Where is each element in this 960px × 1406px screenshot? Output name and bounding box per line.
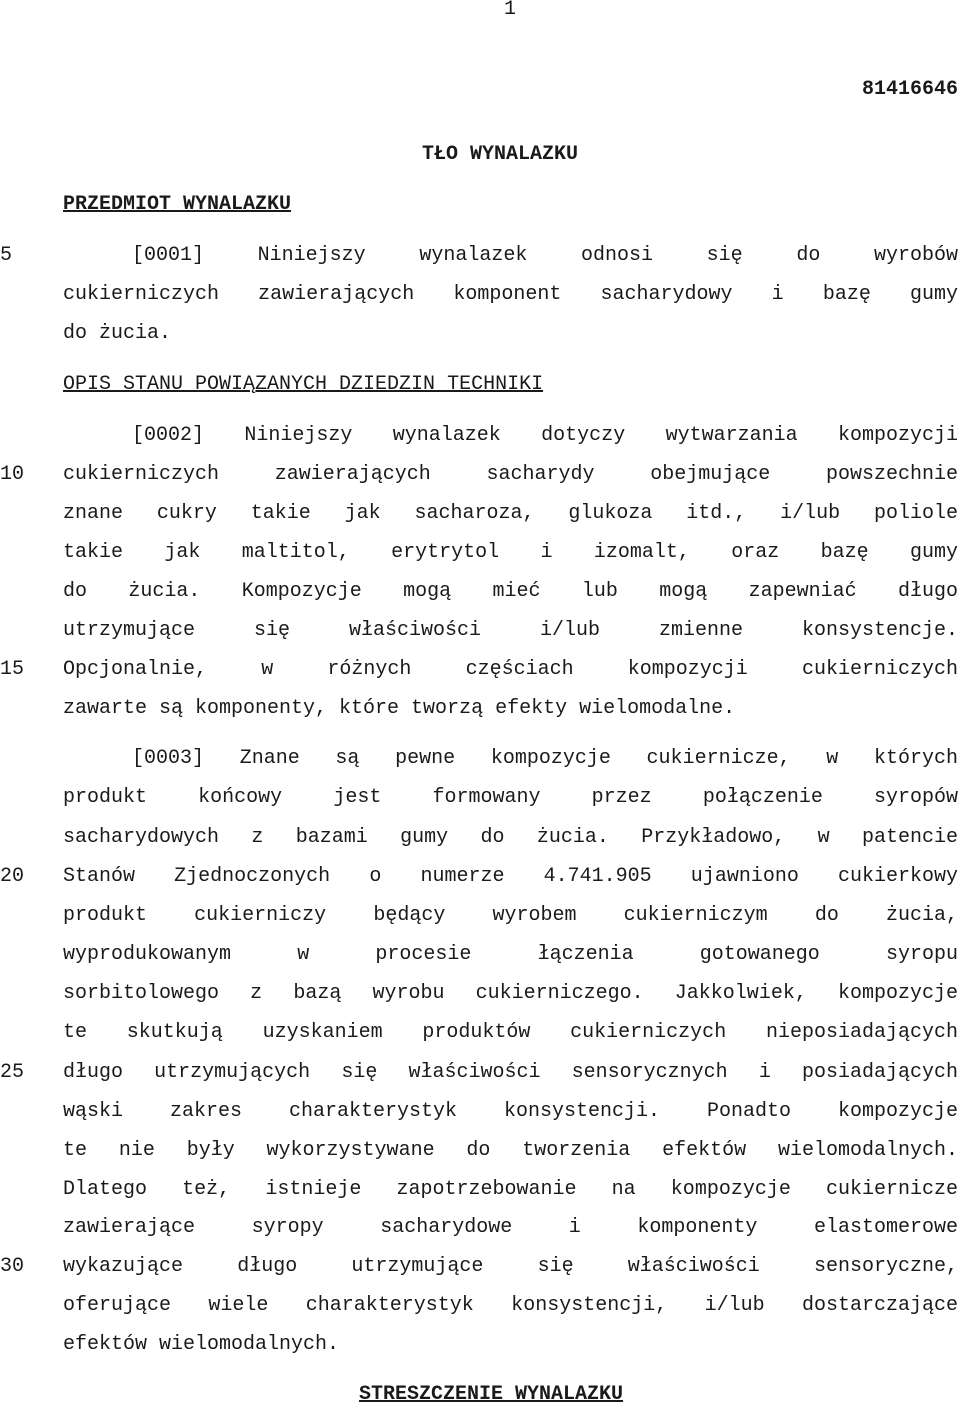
text-line: sacharydowych z bazami gumy do żucia. Przykładowo, w patencie [63,826,958,849]
text-line: zawarte są komponenty, które tworzą efekty wielomodalne. [63,697,736,720]
line-number: 30 [0,1255,25,1278]
page-title: TŁO WYNALAZKU [422,143,579,166]
text-line: zawierające syropy sacharydowe i komponenty elastomerowe [63,1216,958,1239]
text-line: Stanów Zjednoczonych o numerze 4.741.905 ujawniono cukierkowy [63,865,958,888]
text-line: [0001] Niniejszy wynalazek odnosi się do wyrobów [132,244,958,267]
text-line: cukierniczych zawierających komponent sacharydowy i bazę gumy [63,283,958,306]
prior-art-heading: OPIS STANU POWIĄZANYCH DZIEDZIN TECHNIKI [63,373,544,396]
text-line: wąski zakres charakterystyk konsystencji. Ponadto kompozycje [63,1100,958,1123]
page-number: 1 [503,0,516,21]
subject-heading: PRZEDMIOT WYNALAZKU [63,193,292,216]
document-number: 81416646 [861,78,958,101]
text-line: [0002] Niniejszy wynalazek dotyczy wytwarzania kompozycji [132,424,958,447]
text-line: znane cukry takie jak sacharoza, glukoza itd., i/lub poliole [63,502,958,525]
text-line: [0003] Znane są pewne kompozycje cukiernicze, w których [132,747,958,770]
text-line: cukierniczych zawierających sacharydy obejmujące powszechnie [63,463,958,486]
text-line: te nie były wykorzystywane do tworzenia efektów wielomodalnych. [63,1139,958,1162]
line-number: 10 [0,463,25,486]
text-line: do żucia. Kompozycje mogą mieć lub mogą zapewniać długo [63,580,958,603]
text-line: do żucia. [63,322,172,345]
text-line: wykazujące długo utrzymujące się właściwości sensoryczne, [63,1255,958,1278]
text-line: oferujące wiele charakterystyk konsystencji, i/lub dostarczające [63,1294,958,1317]
line-number: 20 [0,865,25,888]
text-line: efektów wielomodalnych. [63,1333,340,1356]
text-line: te skutkują uzyskaniem produktów cukierniczych nieposiadających [63,1021,958,1044]
text-line: długo utrzymujących się właściwości sensorycznych i posiadających [63,1061,958,1084]
summary-heading: STRESZCZENIE WYNALAZKU [359,1383,624,1406]
text-line: sorbitolowego z bazą wyrobu cukierniczego. Jakkolwiek, kompozycje [63,982,958,1005]
text-line: Dlatego też, istnieje zapotrzebowanie na kompozycje cukiernicze [63,1178,958,1201]
line-number: 25 [0,1061,25,1084]
text-line: produkt końcowy jest formowany przez połączenie syropów [63,786,958,809]
text-line: takie jak maltitol, erytrytol i izomalt, oraz bazę gumy [63,541,958,564]
text-line: produkt cukierniczy będący wyrobem cukierniczym do żucia, [63,904,958,927]
text-line: wyprodukowanym w procesie łączenia gotowanego syropu [63,943,958,966]
line-number: 5 [0,244,13,267]
line-number: 15 [0,658,25,681]
text-line: Opcjonalnie, w różnych częściach kompozycji cukierniczych [63,658,958,681]
text-line: utrzymujące się właściwości i/lub zmienne konsystencje. [63,619,958,642]
